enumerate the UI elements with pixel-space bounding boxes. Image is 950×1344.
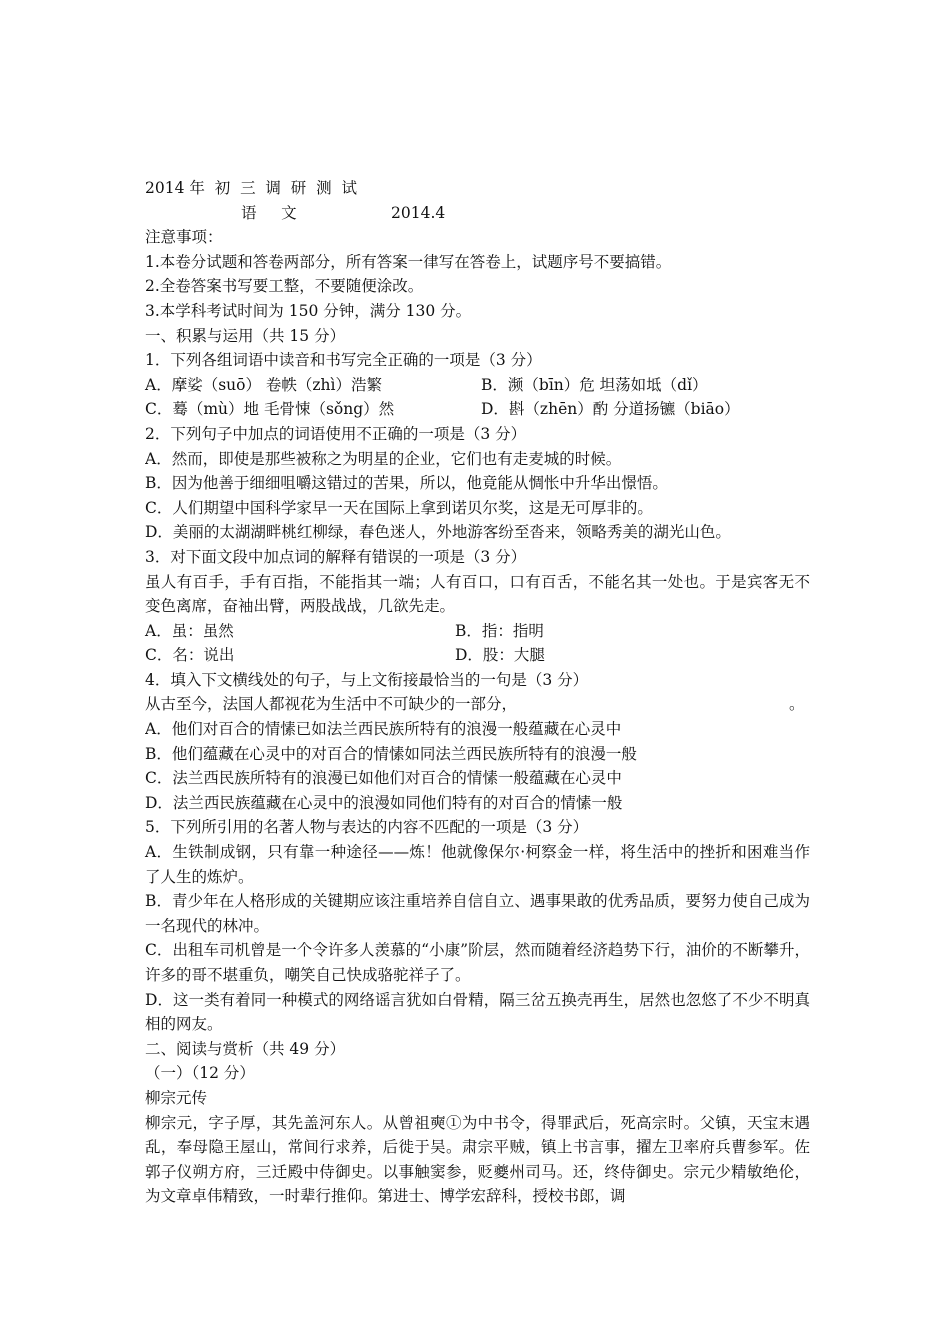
passage-lead: 从古至今，法国人都视花为生活中不可缺少的一部分， bbox=[145, 695, 518, 714]
section-heading: 一、积累与运用（共 15 分） bbox=[145, 326, 346, 345]
option-a: A．虽：虽然 bbox=[145, 621, 234, 640]
option-b: B．指：指明 bbox=[455, 621, 544, 640]
option-a: A．他们对百合的情愫已如法兰西民族所特有的浪漫一般蕴藏在心灵中 bbox=[145, 720, 622, 739]
exam-date: 2014.4 bbox=[391, 203, 446, 222]
option-b: B．濒（bīn）危 坦荡如坻（dǐ） bbox=[481, 375, 708, 394]
option-row bbox=[145, 643, 810, 668]
notice-item: 1.本卷分试题和答卷两部分，所有答案一律写在答卷上，试题序号不要搞错。 bbox=[145, 252, 672, 271]
option-d: D．这一类有着同一种模式的网络谣言犹如白骨精，隔三岔五换壳再生，居然也忽悠了不少不明真相的网友。 bbox=[145, 990, 810, 1034]
option-a: A．然而，即使是那些被称之为明星的企业，它们也有走麦城的时候。 bbox=[145, 449, 622, 468]
option-d: D．股：大腿 bbox=[455, 646, 545, 665]
section-heading: 二、阅读与赏析（共 49 分） bbox=[145, 1039, 346, 1058]
option-d: D．斟（zhēn）酌 分道扬镳（biāo） bbox=[481, 400, 740, 419]
text-title: 柳宗元传 bbox=[145, 1088, 208, 1107]
document-body bbox=[145, 176, 810, 1209]
question-stem: 1．下列各组词语中读音和书写完全正确的一项是（3 分） bbox=[145, 351, 542, 370]
option-a: A．摩娑（suō） 卷帙（zhì）浩繁 bbox=[145, 375, 382, 394]
question-stem: 2．下列句子中加点的词语使用不正确的一项是（3 分） bbox=[145, 424, 527, 443]
option-d: D．法兰西民族蕴藏在心灵中的浪漫如同他们特有的对百合的情愫一般 bbox=[145, 793, 623, 812]
option-b: B．青少年在人格形成的关键期应该注重培养自信自立、遇事果敢的优秀品质，要努力使自己成为一名现代的林冲。 bbox=[145, 892, 810, 935]
question-stem: 4．填入下文横线处的句子，与上文衔接最恰当的一句是（3 分） bbox=[145, 670, 589, 689]
subject-label: 语 文 bbox=[241, 203, 297, 222]
exam-title: 2014 年 初 三 调 研 测 试 bbox=[145, 179, 357, 197]
option-row bbox=[145, 619, 810, 644]
passage-end: 。 bbox=[789, 695, 805, 714]
option-c: C．人们期望中国科学家早一天在国际上拿到诺贝尔奖，这是无可厚非的。 bbox=[145, 498, 653, 517]
exam-subtitle bbox=[145, 201, 810, 226]
question-stem: 5．下列所引用的名著人物与表达的内容不匹配的一项是（3 分） bbox=[145, 818, 589, 837]
option-d: D．美丽的太湖湖畔桃红柳绿，春色迷人，外地游客纷至沓来，领略秀美的湖光山色。 bbox=[145, 523, 731, 542]
option-c: C．法兰西民族所特有的浪漫已如他们对百合的情愫一般蕴藏在心灵中 bbox=[145, 769, 622, 788]
notice-item: 3.本学科考试时间为 150 分钟，满分 130 分。 bbox=[145, 301, 472, 320]
passage-text: 柳宗元，字子厚，其先盖河东人。从曾祖奭①为中书令，得罪武后，死高宗时。父镇，天宝末遇乱，奉母隐王屋山，常间行求养，后徙于吴。肃宗平贼，镇上书言事，擢左卫率府兵曹参军。佐郭子仪朔方府，三迁殿中侍御史。以事触窦参，贬夔州司马。还，终侍御史。宗元少精敏绝伦，为文章卓伟精致，一时辈行推仰。第进士、博学宏辞科，授校书郎，调 bbox=[145, 1113, 810, 1206]
option-row bbox=[145, 373, 810, 398]
option-c: C．名：说出 bbox=[145, 646, 235, 665]
notice-heading: 注意事项： bbox=[145, 228, 223, 247]
option-b: B．因为他善于细细咀嚼这错过的苦果，所以，他竟能从惆怅中升华出憬悟。 bbox=[145, 474, 668, 493]
question-stem: 3．对下面文段中加点词的解释有错误的一项是（3 分） bbox=[145, 547, 527, 566]
notice-item: 2.全卷答案书写要工整，不要随便涂改。 bbox=[145, 277, 424, 296]
option-row bbox=[145, 397, 810, 422]
option-c: C．蓦（mù）地 毛骨悚（sǒng）然 bbox=[145, 400, 395, 419]
option-a: A．生铁制成钢，只有靠一种途径——炼！他就像保尔·柯察金一样，将生活中的挫折和困难当作了人生的炼炉。 bbox=[145, 843, 810, 886]
option-c: C．出租车司机曾是一个令许多人羡慕的“小康”阶层，然而随着经济趋势下行，油价的不断攀升，许多的哥不堪重负，嘲笑自己快成骆驼祥子了。 bbox=[145, 941, 810, 984]
passage-text: 虽人有百手，手有百指，不能指其一端；人有百口，口有百舌，不能名其一处也。于是宾客无不变色离席，奋袖出臂，两股战战，几欲先走。 bbox=[145, 572, 810, 616]
option-b: B．他们蕴藏在心灵中的对百合的情愫如同法兰西民族所特有的浪漫一般 bbox=[145, 744, 637, 763]
passage-text bbox=[145, 692, 810, 717]
part-heading: （一）（12 分） bbox=[145, 1064, 255, 1083]
